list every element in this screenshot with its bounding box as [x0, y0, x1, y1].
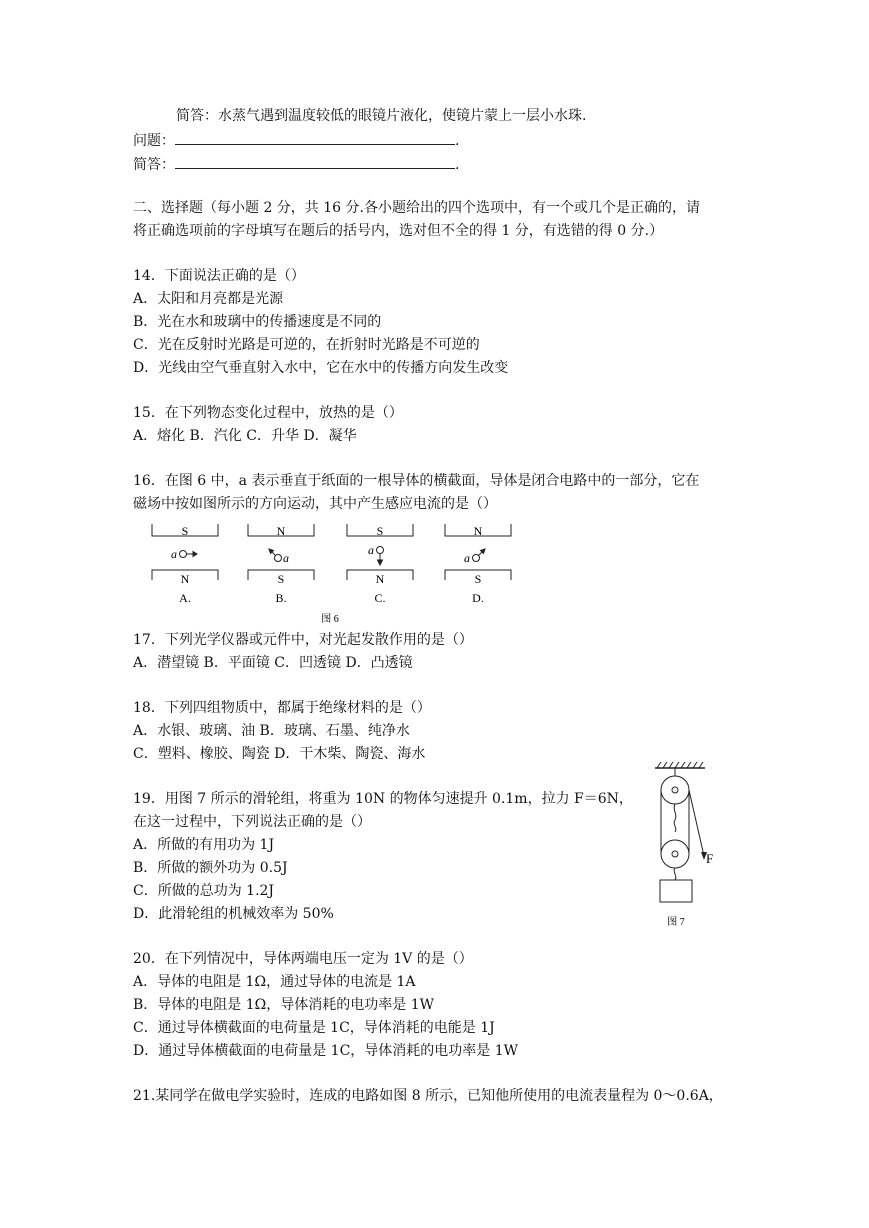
panel-d-conductor-label: a	[464, 551, 470, 565]
section2-heading-line2: 将正确选项前的字母填写在题后的括号内，选对但不全的得 1 分，有选错的得 0 分.）	[133, 223, 664, 239]
q19-stem-line2: 在这一过程中，下列说法正确的是（）	[133, 814, 371, 830]
q19-stem-line1: 19．用图 7 所示的滑轮组，将重为 10N 的物体匀速提升 0.1m，拉力 F＝6N，	[133, 791, 633, 807]
answer-blank-line	[133, 154, 459, 174]
question-blank-line	[133, 130, 459, 150]
panel-a-conductor-label: a	[171, 547, 177, 561]
figure-6-caption: 图 6	[321, 614, 339, 625]
figure-6	[140, 520, 525, 630]
panel-c-label: C.	[374, 591, 386, 605]
panel-b-conductor-label: a	[283, 551, 289, 565]
q14-stem: 14．下面说法正确的是（）	[133, 268, 305, 284]
panel-d-bottom-pole: S	[474, 572, 482, 586]
q15-stem: 15．在下列物态变化过程中，放热的是（）	[133, 405, 403, 421]
panel-a-bottom-pole: N	[180, 572, 190, 586]
q18-options-line1: A．水银、玻璃、油 B．玻璃、石墨、纯净水	[133, 723, 410, 739]
question-label: 问题：	[133, 133, 175, 149]
q21-stem-line1: 21.某同学在做电学实验时，连成的电路如图 8 所示，已知他所使用的电流表量程为 0～0.6A，	[133, 1088, 723, 1104]
panel-d-top-pole: N	[473, 524, 483, 538]
panel-b-bottom-pole: S	[277, 572, 285, 586]
q14-option-d: D．光线由空气垂直射入水中，它在水中的传播方向发生改变	[133, 360, 509, 376]
answer-line: 简答：水蒸气遇到温度较低的眼镜片液化，使镜片蒙上一层小水珠.	[176, 108, 587, 124]
panel-a-top-pole: S	[181, 524, 189, 538]
q20-stem: 20．在下列情况中，导体两端电压一定为 1V 的是（）	[133, 951, 473, 967]
figure-7	[640, 760, 730, 930]
panel-a-label: A.	[179, 591, 191, 605]
q16-stem-line2: 磁场中按如图所示的方向运动，其中产生感应电流的是（）	[133, 496, 497, 512]
panel-d-label: D.	[472, 591, 484, 605]
q20-option-a: A．导体的电阻是 1Ω，通过导体的电流是 1A	[133, 974, 416, 990]
answer-end-mark: .	[455, 157, 460, 173]
q16-stem-line1: 16．在图 6 中，a 表示垂直于纸面的一根导体的横截面，导体是闭合电路中的一部分，它在	[133, 473, 700, 489]
q19-option-c: C．所做的总功为 1.2J	[133, 883, 275, 899]
force-label: F	[706, 851, 714, 866]
section2-heading-line1: 二、选择题（每小题 2 分，共 16 分.各小题给出的四个选项中，有一个或几个是正确的，请	[133, 200, 700, 216]
panel-c-bottom-pole: N	[375, 572, 385, 586]
q18-options-line2: C．塑料、橡胶、陶瓷 D．干木柴、陶瓷、海水	[133, 746, 426, 762]
q15-options: A．熔化 B．汽化 C．升华 D．凝华	[133, 428, 357, 444]
q19-option-a: A．所做的有用功为 1J	[133, 837, 275, 853]
q17-options: A．潜望镜 B．平面镜 C．凹透镜 D．凸透镜	[133, 655, 413, 671]
q19-option-b: B．所做的额外功为 0.5J	[133, 860, 288, 876]
panel-c-top-pole: S	[376, 524, 384, 538]
q18-stem: 18．下列四组物质中，都属于绝缘材料的是（）	[133, 700, 431, 716]
q20-option-b: B．导体的电阻是 1Ω，导体消耗的电功率是 1W	[133, 997, 434, 1013]
q14-option-b: B．光在水和玻璃中的传播速度是不同的	[133, 314, 382, 330]
panel-c-conductor-label: a	[368, 543, 374, 557]
q20-option-c: C．通过导体横截面的电荷量是 1C，导体消耗的电能是 1J	[133, 1020, 495, 1036]
q14-option-a: A．太阳和月亮都是光源	[133, 291, 284, 307]
panel-b-top-pole: N	[276, 524, 286, 538]
answer-blank	[175, 154, 455, 169]
answer-label: 简答：	[133, 157, 175, 173]
panel-b-label: B.	[275, 591, 287, 605]
figure-7-caption: 图 7	[667, 917, 685, 928]
q19-option-d: D．此滑轮组的机械效率为 50%	[133, 906, 334, 922]
q20-option-d: D．通过导体横截面的电荷量是 1C，导体消耗的电功率是 1W	[133, 1043, 519, 1059]
q17-stem: 17．下列光学仪器或元件中，对光起发散作用的是（）	[133, 632, 473, 648]
question-end-mark: .	[455, 133, 460, 149]
question-blank	[175, 130, 455, 145]
q14-option-c: C．光在反射时光路是可逆的，在折射时光路是不可逆的	[133, 337, 480, 353]
